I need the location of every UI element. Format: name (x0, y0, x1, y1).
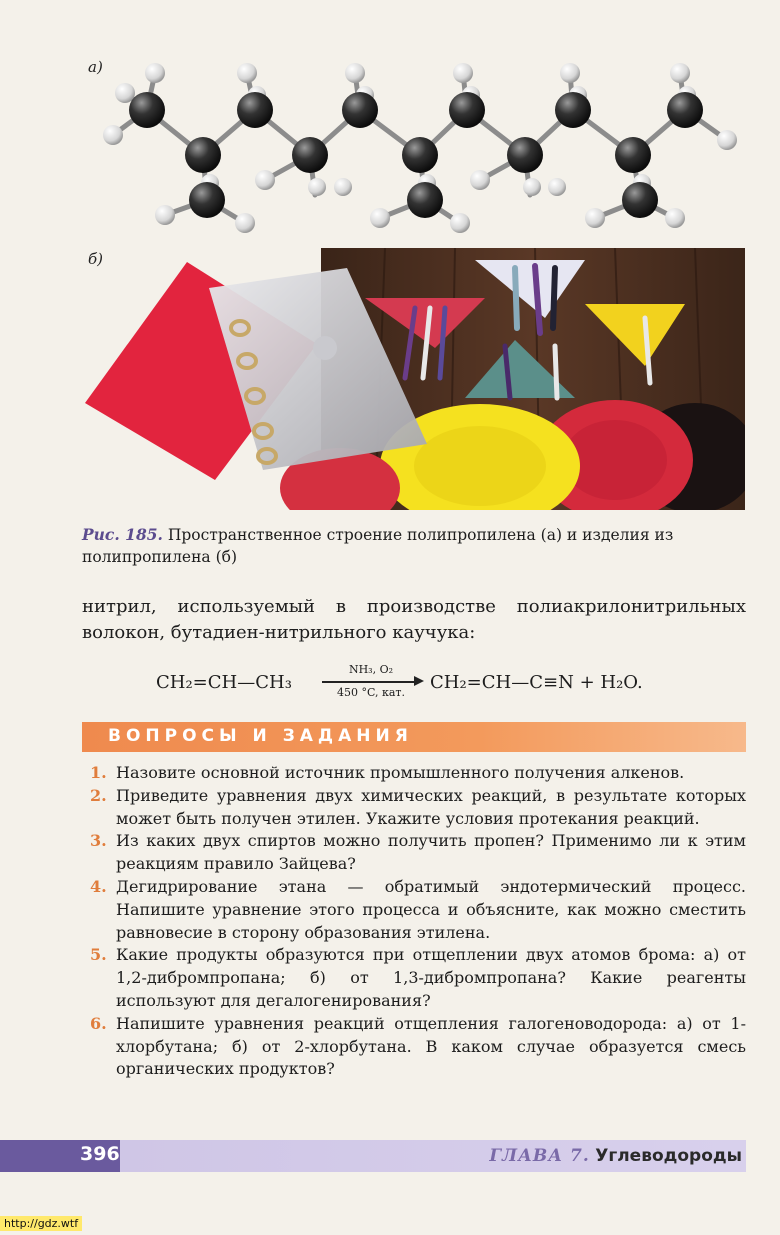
question-number: 6. (90, 1013, 107, 1033)
chapter-name: Углеводороды (595, 1146, 742, 1166)
section-title: ВОПРОСЫ И ЗАДАНИЯ (108, 726, 413, 746)
reaction-products: CH₂=CH—C≡N + H₂O. (430, 672, 643, 693)
polypropylene-products-photo (85, 248, 745, 510)
section-banner (82, 722, 746, 752)
question-text: Напишите уравнения реакций отщепления галогеноводорода: а) от 1-хлорбутана; б) от 2-хлорбутана. В каком случае образуется смесь органических продуктов? (116, 1013, 746, 1079)
question-number: 4. (90, 876, 107, 896)
watermark-link[interactable]: http://gdz.wtf (0, 1216, 82, 1231)
question-text: Назовите основной источник промышленного получения алкенов. (116, 763, 685, 782)
arrow-shaft (322, 681, 418, 683)
question-item (90, 762, 746, 785)
reaction-conditions: 450 °C, кат. (336, 686, 406, 699)
chapter-label: ГЛАВА 7. (489, 1146, 590, 1166)
question-text: Какие продукты образуются при отщеплении двух атомов брома: а) от 1,2-дибромпропана; б) от 1,3-дибромпропана? Какие реагенты используют для дегалогенирования? (116, 945, 746, 1010)
polypropylene-molecule-model (95, 55, 745, 245)
question-number: 3. (90, 831, 107, 851)
figure-caption-text: Пространственное строение полипропилена (а) и изделия из полипропилена (б) (82, 526, 674, 566)
figure-number: Рис. 185. (82, 525, 163, 544)
arrow-head-icon (414, 676, 424, 686)
reaction-reagents: NH₃, O₂ (348, 663, 394, 676)
reaction-equation (150, 660, 710, 710)
question-number: 1. (90, 763, 107, 782)
question-text: Дегидрирование этана — обратимый эндотермический процесс. Напишите уравнение этого процесса и объясните, как можно сместить равновесие в сторону образования этилена. (116, 876, 746, 942)
question-number: 5. (90, 945, 107, 965)
page-number: 396 (80, 1143, 120, 1165)
question-item (90, 944, 746, 1012)
figure-caption (82, 524, 742, 568)
question-number: 2. (90, 785, 107, 805)
questions-list (90, 762, 746, 1081)
figure-label-b: б) (88, 250, 104, 268)
question-text: Приведите уравнения двух химических реакций, в результате которых может быть получен этилен. Укажите условия протекания реакций. (116, 785, 746, 828)
body-paragraph: нитрил, используемый в производстве полиакрилонитрильных волокон, бутадиен-нитрильного каучука: (82, 596, 746, 643)
chapter-title (489, 1146, 742, 1166)
question-item (90, 876, 746, 944)
question-item (90, 785, 746, 831)
question-item (90, 1013, 746, 1081)
reaction-reactants: CH₂=CH—CH₃ (156, 672, 292, 693)
question-text: Из каких двух спиртов можно получить пропен? Применимо ли к этим реакциям правило Зайцева? (116, 831, 746, 874)
figure-label-a: а) (88, 58, 103, 76)
reaction-arrow (318, 660, 424, 706)
question-item (90, 830, 746, 876)
